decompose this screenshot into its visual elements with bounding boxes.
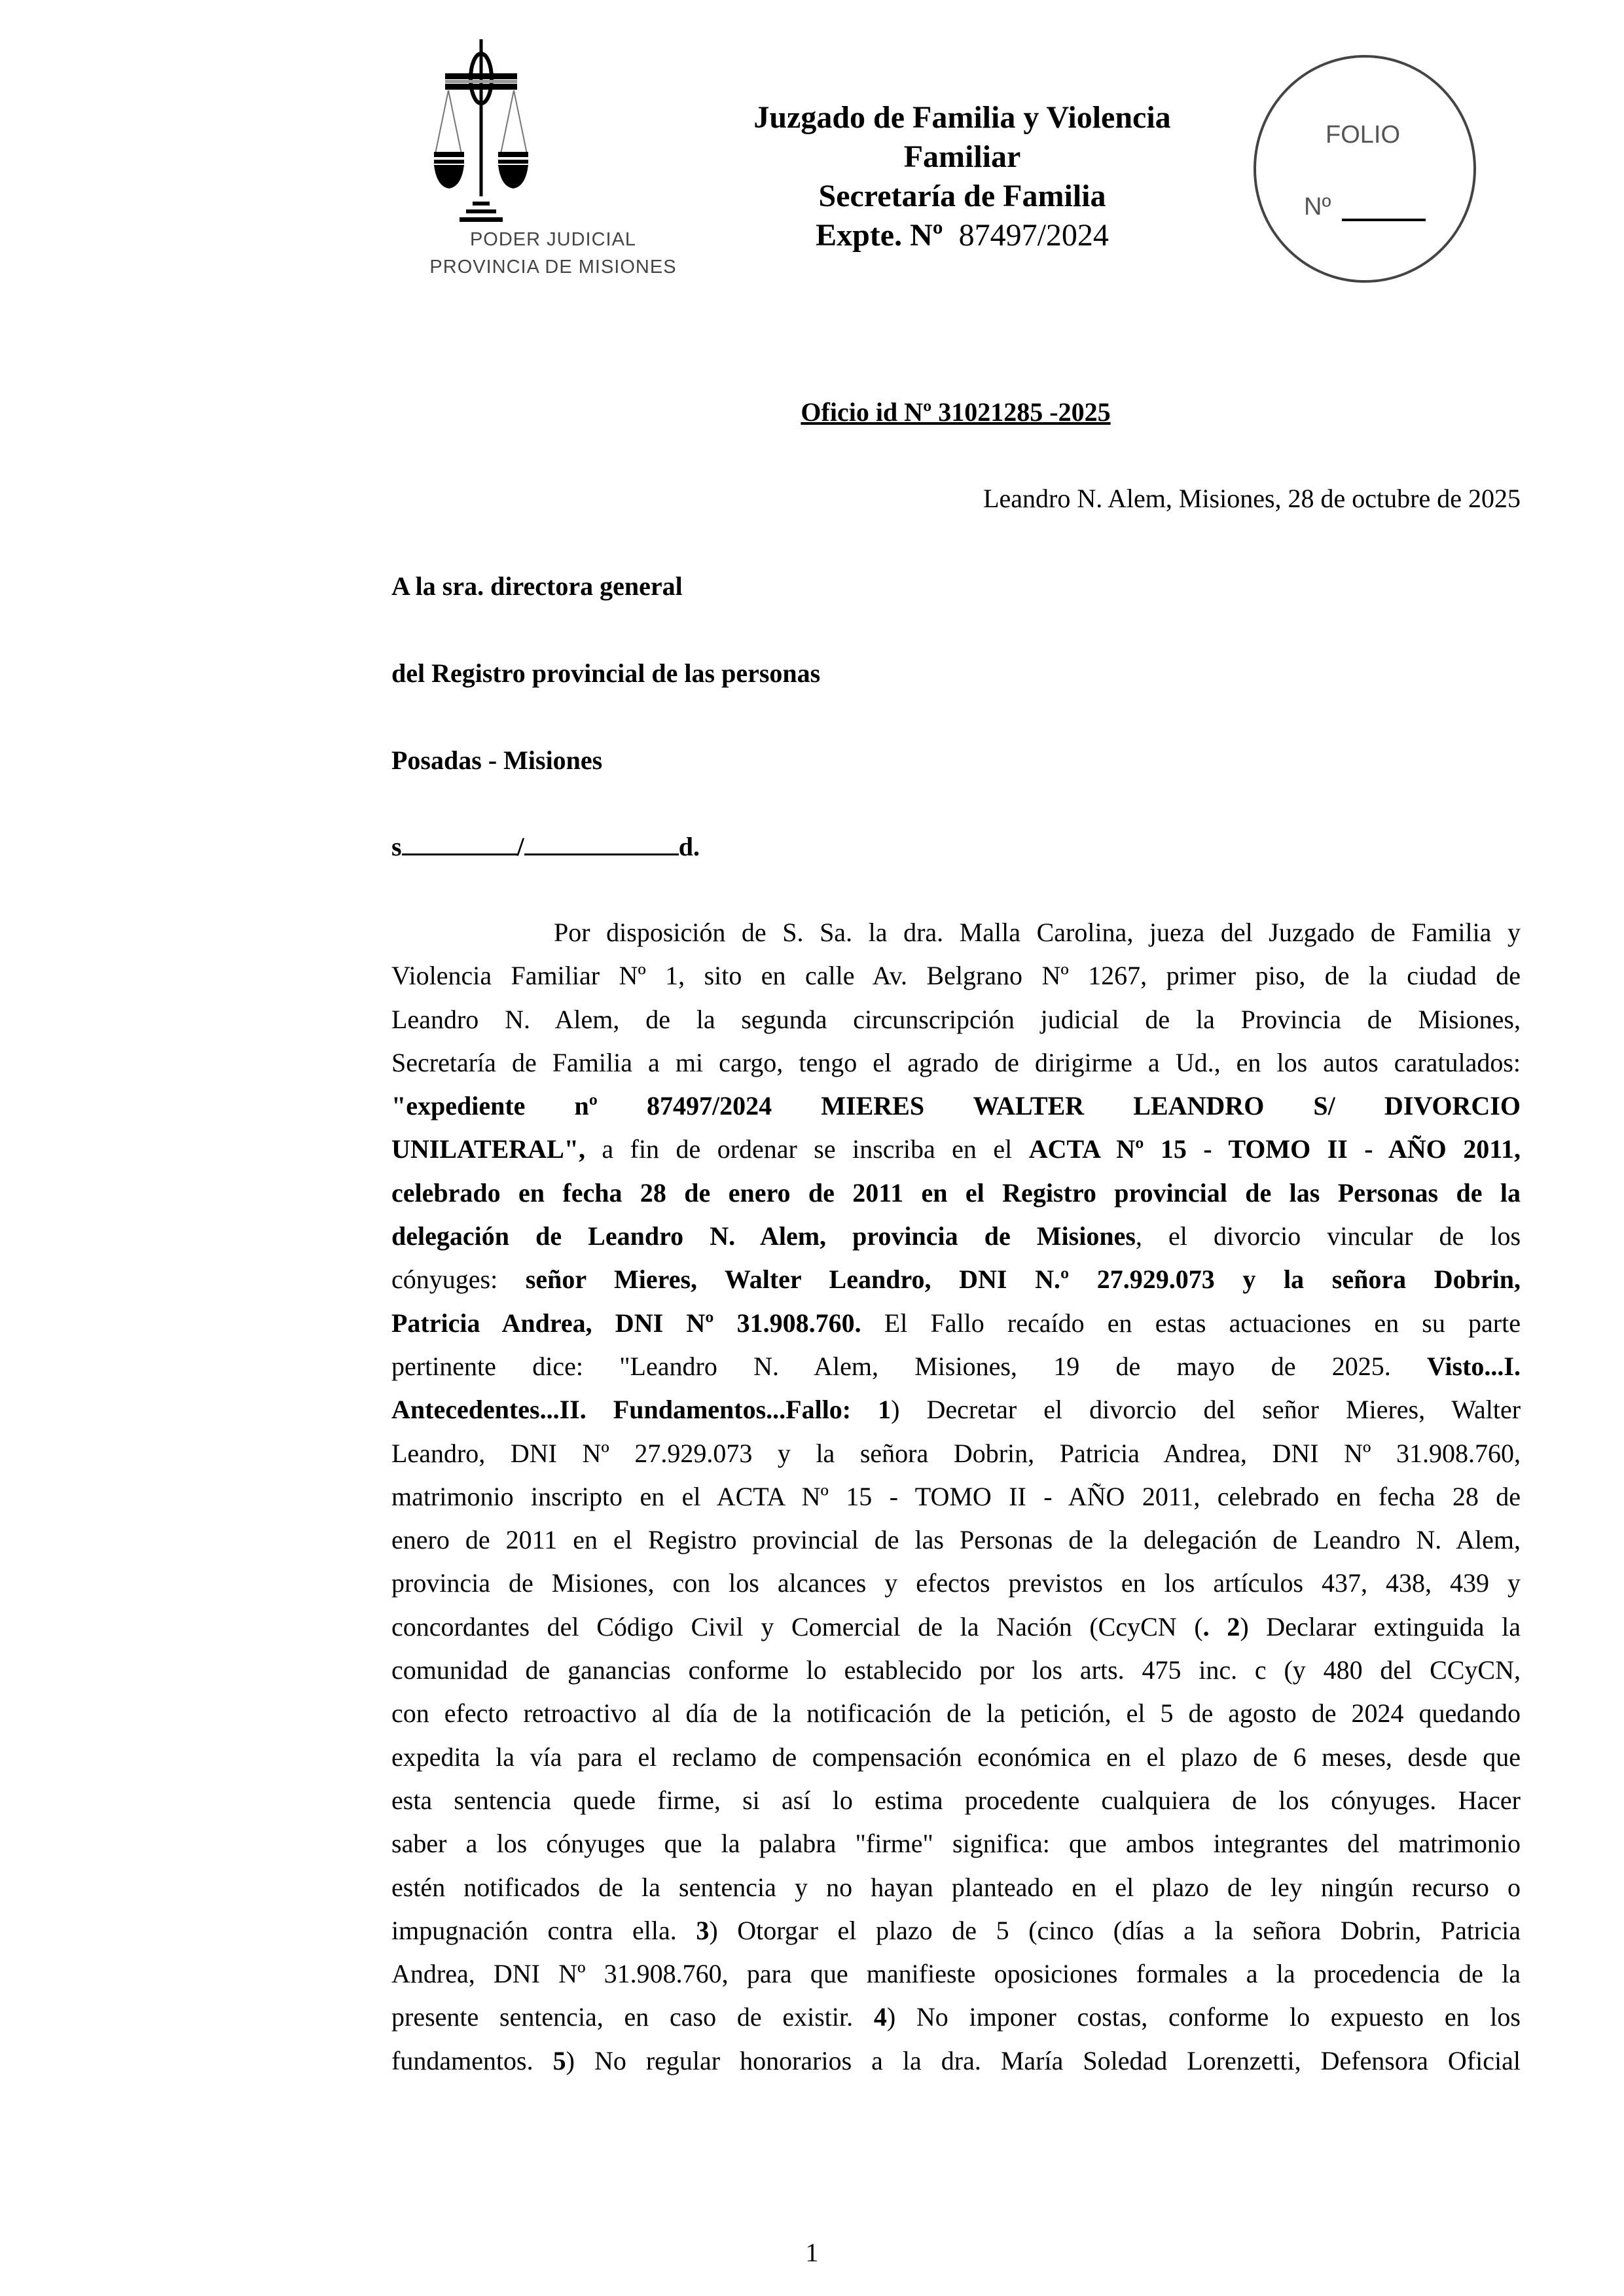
body-text: Leandro N. Alem, de la segunda circunscripción judicial de la Provincia de Misiones, <box>391 1004 1521 1034</box>
bold-text: 4 <box>873 2002 887 2032</box>
body-text: Por disposición de S. Sa. la dra. Malla Carolina, jueza del Juzgado de Familia y <box>554 918 1521 947</box>
body-line <box>391 911 1521 954</box>
body-text: Leandro, DNI Nº 27.929.073 y la señora Dobrin, Patricia Andrea, DNI Nº 31.908.760, <box>391 1438 1521 1468</box>
body-text: El Fallo recaído en estas actuaciones en su parte <box>861 1308 1521 1338</box>
body-line <box>391 1085 1521 1128</box>
sd-d: d. <box>678 832 700 861</box>
addressee-line: del Registro provincial de las personas <box>391 658 821 688</box>
body-text: concordantes del Código Civil y Comercial de la Nación (CcyCN ( <box>391 1611 1203 1641</box>
body-text: , el divorcio vincular de los <box>1135 1221 1521 1251</box>
addressee-line: Posadas - Misiones <box>391 745 603 775</box>
logo-caption-line: PODER JUDICIAL <box>469 229 637 250</box>
body-line <box>391 1736 1521 1779</box>
bold-text: señor Mieres, Walter Leandro, DNI N.º 27.929.073 y la señora Dobrin, <box>525 1265 1521 1295</box>
body-text: ) No regular honorarios a la dra. María Soledad Lorenzetti, Defensora Oficial <box>566 2045 1521 2075</box>
page-number: 1 <box>805 2238 819 2267</box>
body-line <box>391 1692 1521 1735</box>
body-line <box>391 998 1521 1041</box>
body-line <box>391 1866 1521 1909</box>
expediente-line <box>707 216 1218 255</box>
folio-label: FOLIO <box>1326 121 1401 149</box>
body-text: provincia de Misiones, con los alcances y efectos previstos en los artículos 437, 438, 439 y <box>391 1568 1521 1598</box>
body-line <box>391 1649 1521 1692</box>
body-text: Andrea, DNI Nº 31.908.760, para que manifieste oposiciones formales a la procedencia de la <box>391 1959 1521 1989</box>
logo-caption-line: PROVINCIA DE MISIONES <box>429 257 677 278</box>
body-text: matrimonio inscripto en el ACTA Nº 15 - TOMO II - AÑO 2011, celebrado en fecha 28 de <box>391 1481 1521 1511</box>
bold-text: Patricia Andrea, DNI Nº 31.908.760. <box>391 1308 861 1338</box>
body-text: ) Otorgar el plazo de 5 (cinco (días a la señora Dobrin, Patricia <box>709 1915 1521 1945</box>
body-line <box>391 1388 1521 1431</box>
secretaria-line: Secretaría de Familia <box>818 179 1106 213</box>
expte-number: 87497/2024 <box>958 218 1109 253</box>
bold-text: ACTA Nº 15 - TOMO II - AÑO 2011, <box>1028 1134 1521 1164</box>
body-text: estén notificados de la sentencia y no hayan planteado en el plazo de ley ningún recurso o <box>391 1872 1521 1902</box>
body-text: cónyuges: <box>391 1265 526 1295</box>
date-line: Leandro N. Alem, Misiones, 28 de octubre de 2025 <box>983 484 1521 513</box>
body-line <box>391 1041 1521 1085</box>
body-text: saber a los cónyuges que la palabra "firme" significa: que ambos integrantes del matrimonio <box>391 1829 1521 1859</box>
addressee-line: A la sra. directora general <box>391 571 683 601</box>
body-text: impugnación contra ella. <box>391 1915 696 1945</box>
body-line <box>391 1215 1521 1258</box>
body-line <box>391 1909 1521 1952</box>
sd-s: s <box>391 832 402 861</box>
bold-text: Visto...I. <box>1427 1351 1521 1381</box>
body-line <box>391 1996 1521 2039</box>
body-text: comunidad de ganancias conforme lo establecido por los arts. 475 inc. c (y 480 del CCyCN, <box>391 1655 1521 1685</box>
bold-text: delegación de Leandro N. Alem, provincia de Misiones <box>391 1221 1136 1251</box>
body-text: con efecto retroactivo al día de la notificación de la petición, el 5 de agosto de 2024 quedando <box>391 1698 1521 1729</box>
court-name-line: Familiar <box>903 139 1021 174</box>
body-text: expedita la vía para el reclamo de compensación económica en el plazo de 6 meses, desde que <box>391 1742 1521 1772</box>
body-text: fundamentos. <box>391 2045 553 2075</box>
body-line <box>391 1562 1521 1605</box>
bold-text: celebrado en fecha 28 de enero de 2011 en el Registro provincial de las Personas de la <box>391 1177 1521 1208</box>
body-text: Secretaría de Familia a mi cargo, tengo el agrado de dirigirme a Ud., en los autos caratulados: <box>391 1047 1521 1077</box>
bold-text: 5 <box>552 2045 566 2075</box>
bold-text: Antecedentes...II. Fundamentos...Fallo: 1 <box>391 1395 892 1425</box>
body-line <box>391 954 1521 997</box>
oficio-id: Oficio id Nº 31021285 -2025 <box>801 397 1111 427</box>
bold-text: . 2 <box>1202 1611 1240 1641</box>
body-line <box>391 1432 1521 1475</box>
body-text: Violencia Familiar Nº 1, sito en calle Av. Belgrano Nº 1267, primer piso, de la ciudad de <box>391 961 1521 991</box>
body-text: ) Declarar extinguida la <box>1240 1611 1521 1641</box>
body-text: esta sentencia quede firme, si así lo estima procedente cualquiera de los cónyuges. Hacer <box>391 1785 1521 1815</box>
expte-label: Expte. Nº <box>816 218 943 253</box>
bold-text: UNILATERAL", <box>391 1134 585 1164</box>
body-line <box>391 1302 1521 1345</box>
body-line <box>391 1475 1521 1518</box>
folio-stamp <box>1250 51 1479 287</box>
body-text: pertinente dice: "Leandro N. Alem, Misiones, 19 de mayo de 2025. <box>391 1351 1428 1381</box>
body-line <box>391 2039 1521 2083</box>
body-line <box>391 1258 1521 1301</box>
folio-number-label: Nº <box>1304 193 1331 221</box>
body-text: ) Decretar el divorcio del señor Mieres, Walter <box>891 1395 1521 1425</box>
body-paragraph <box>391 911 1521 2083</box>
body-line <box>391 1952 1521 1996</box>
body-line <box>391 1345 1521 1388</box>
body-text: enero de 2011 en el Registro provincial de las Personas de la delegación de Leandro N. Alem, <box>391 1525 1521 1555</box>
logo-caption <box>399 226 707 281</box>
body-text: presente sentencia, en caso de existir. <box>391 2002 874 2032</box>
body-text: ) No imponer costas, conforme lo expuesto en los <box>886 2002 1521 2032</box>
salutation-sd <box>391 831 700 862</box>
body-line <box>391 1172 1521 1215</box>
body-line <box>391 1779 1521 1822</box>
bold-text: 3 <box>696 1915 710 1945</box>
sd-slash: / <box>516 832 524 861</box>
court-name-line: Juzgado de Familia y Violencia <box>753 100 1171 135</box>
court-header <box>707 98 1218 255</box>
body-line <box>391 1605 1521 1649</box>
bold-text: "expediente nº 87497/2024 MIERES WALTER LEANDRO S/ DIVORCIO <box>391 1091 1521 1121</box>
body-line <box>391 1518 1521 1562</box>
body-text: a fin de ordenar se inscriba en el <box>585 1134 1029 1164</box>
body-line <box>391 1822 1521 1865</box>
body-line <box>391 1128 1521 1171</box>
